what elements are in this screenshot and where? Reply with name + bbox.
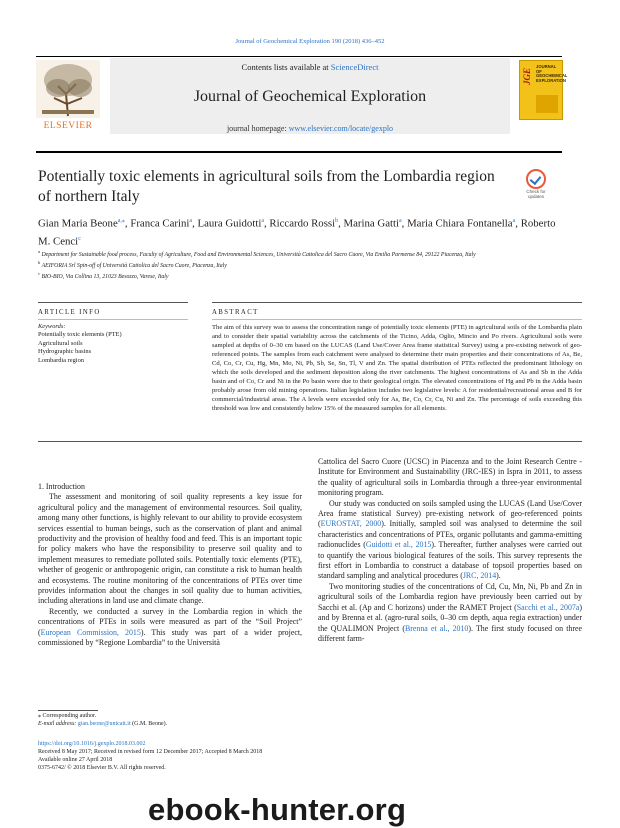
author-name[interactable]: Franca Carini bbox=[130, 217, 190, 230]
email-label: E-mail address: bbox=[38, 721, 78, 727]
elsevier-tree-logo bbox=[36, 60, 100, 118]
affiliation-text: Department for Sustainable food process, Faculty of Agriculture, Food and Environmental Sciences, Università Cattolica del Sacro Cuore, Via Emilia Parmense 84, 29122 Piacenza, Italy bbox=[41, 251, 476, 258]
cover-abbrev: JGE bbox=[522, 67, 532, 85]
doi-link[interactable]: https://doi.org/10.1016/j.gexplo.2018.03.002 bbox=[38, 741, 146, 747]
paragraph-text: ). This study was part of a wider project, commissioned by “Regione Lombardia” to the Università bbox=[38, 627, 302, 648]
citation-link[interactable]: Brenna et al., 2010 bbox=[405, 623, 469, 633]
article-info-rule bbox=[38, 302, 188, 303]
keyword-item: Hydrographic basins bbox=[38, 348, 92, 356]
paragraph-text: The assessment and monitoring of soil quality represents a key issue for agricultural policy and the management of environmental resources. Soil quality, among many other functions, is highly relevant to our ability to provide ecosystem services essential to human beings, such as the conservation of plant and animal productivity and the provision of healthy food and feed. This is an important topic for policy makers who have the responsibility to preserve soil quality and to implement measures to remediate polluted soils. Potentially toxic elements (PTE), whether of geogenic or anthropogenic origin, can constitute a risk to human health and ecosystems. The routine monitoring of the concentrations of PTEs over time provides information about the changes in soil quality due to human activities, including alterations in land use and climate change. bbox=[38, 492, 302, 606]
author-name[interactable]: Marina Gatti bbox=[343, 217, 399, 230]
citation-link[interactable]: Sacchi et al., 2007a bbox=[516, 602, 580, 612]
watermark-text: ebook-hunter.org bbox=[148, 792, 407, 827]
abstract-subrule bbox=[212, 319, 582, 320]
author-affiliation-marker[interactable]: a bbox=[512, 218, 516, 224]
abstract-bottom-rule bbox=[38, 441, 582, 442]
affiliation-text: AEIFORIA Srl Spin-off of Università Cattolica del Sacro Cuore, Piacenza, Italy bbox=[41, 262, 227, 269]
header-top-rule bbox=[36, 56, 562, 57]
journal-reference[interactable]: Journal of Geochemical Exploration 190 (2018) 436–452 bbox=[235, 38, 385, 45]
paragraph-text: Recently, we conducted a survey in the Lombardia region in which the concentrations of PTEs in soils were measured as part of the “Soil Project” ( bbox=[38, 606, 302, 637]
author-name[interactable]: Maria Chiara Fontanella bbox=[407, 217, 513, 230]
author-name[interactable]: Laura Guidotti bbox=[197, 217, 262, 230]
affiliation-text: BIO-BIO, Via Collina 13, 21023 Besozzo, Varese, Italy bbox=[41, 273, 169, 280]
article-info-subrule bbox=[38, 319, 188, 320]
email-link[interactable]: gian.beone@unicatt.it bbox=[77, 721, 131, 727]
abstract-heading: ABSTRACT bbox=[212, 309, 259, 316]
affiliation-item bbox=[38, 259, 578, 270]
keywords-label: Keywords: bbox=[38, 323, 66, 330]
author-name[interactable]: Roberto M. Cenci bbox=[38, 217, 556, 248]
homepage-prefix: journal homepage: bbox=[226, 124, 289, 133]
header-bottom-rule bbox=[36, 151, 562, 153]
keyword-item: Potentially toxic elements (PTE) bbox=[38, 331, 122, 339]
affiliation-marker: a bbox=[38, 249, 40, 254]
email-suffix: (G.M. Beone). bbox=[130, 721, 168, 727]
body-paragraph bbox=[318, 582, 582, 644]
author-name[interactable]: Gian Maria Beone bbox=[38, 217, 118, 230]
paragraph-text: Our study was conducted on soils sampled using the LUCAS (Land Use/Cover Area frame statistical Survey) pre-existing network of geo-referenced points ( bbox=[318, 498, 582, 529]
author-affiliation-marker[interactable]: a bbox=[261, 218, 265, 224]
author-affiliation-marker[interactable]: a,⁎ bbox=[117, 218, 125, 224]
online-date: Available online 27 April 2018 bbox=[38, 757, 113, 763]
body-column-right bbox=[318, 457, 582, 644]
check-updates-icon bbox=[526, 169, 546, 189]
author-affiliation-marker[interactable]: a bbox=[398, 218, 402, 224]
author-affiliation-marker[interactable]: a bbox=[189, 218, 193, 224]
affiliation-item bbox=[38, 248, 578, 259]
paragraph-text: ) and by Brenna et al. (agro-rural soils, 0–30 cm depth, aqua regia extraction) under the QUALIMON Project ( bbox=[318, 602, 582, 633]
body-paragraph bbox=[38, 492, 302, 606]
affiliation-item bbox=[38, 270, 578, 281]
contents-line bbox=[110, 62, 510, 72]
footnote bbox=[38, 712, 298, 728]
paragraph-text: ). Thereafter, further analyses were carried out to quantify the various biological features of the soils. This survey represents the first effort in Lombardia to construct a database of topsoil properties based on standard sampling and analytical procedures ( bbox=[318, 540, 583, 581]
cover-title: JOURNAL OF GEOCHEMICAL EXPLORATION bbox=[536, 64, 568, 83]
affiliations bbox=[38, 248, 578, 281]
keywords-block bbox=[38, 323, 188, 365]
keyword-item: Agricultural soils bbox=[38, 339, 83, 347]
contents-prefix: Contents lists available at bbox=[241, 62, 331, 72]
author-name[interactable]: Riccardo Rossi bbox=[269, 217, 336, 230]
citation-link[interactable]: EUROSTAT, 2000 bbox=[320, 519, 382, 529]
affiliation-marker: c bbox=[38, 270, 40, 276]
homepage-link[interactable]: www.elsevier.com/locate/gexplo bbox=[288, 124, 394, 133]
copyright: 0375-6742/ © 2018 Elsevier B.V. All rights reserved. bbox=[38, 765, 166, 771]
check-updates-label: Check for updates bbox=[526, 189, 546, 199]
body-paragraph bbox=[318, 457, 582, 499]
author-affiliation-marker[interactable]: b bbox=[335, 218, 339, 224]
publisher-logo-text: ELSEVIER bbox=[43, 121, 93, 131]
citation-link[interactable]: Guidotti et al., 2015 bbox=[365, 540, 432, 550]
paragraph-text: ). bbox=[496, 571, 501, 581]
paragraph-text: ). Initially, sampled soil was analysed to determine the soil characteristics and concentrations of PTEs, organic pollutants and gamma-emitting radionuclides ( bbox=[318, 519, 582, 550]
body-paragraph bbox=[38, 607, 302, 649]
author-affiliation-marker[interactable]: c bbox=[78, 235, 81, 242]
citation-link[interactable]: European Commission, 2015 bbox=[40, 627, 141, 637]
corresponding-author: ⁎ Corresponding author. bbox=[38, 713, 97, 719]
article-info-heading: ARTICLE INFO bbox=[38, 309, 101, 316]
email-line bbox=[38, 720, 298, 728]
abstract-rule bbox=[212, 302, 582, 303]
author-list: Gian Maria Beone$^{a,⁎}$, Franca Carini$^a$, Laura Guidotti$^a$, Riccardo Rossi$^b$, Marina Gatti$^a$, Maria Chiara Fontanella$^a$, Roberto M. Cenci$^c$ bbox=[38, 217, 556, 248]
paragraph-text: Cattolica del Sacro Cuore (UCSC) in Piacenza and to the Joint Research Centre - Institute for Environment and Sustainability (JRC-IES) in Ispra in 2011, to assess the quality of agricultural soils in Lombardia through a three-year environmental monitoring program. bbox=[318, 457, 582, 498]
journal-homepage bbox=[110, 124, 510, 133]
paragraph-text: Two monitoring studies of the concentrations of Cd, Cu, Mn, Ni, Pb and Zn in agricultural soils of the Lombardia region have previously been carried out by Sacchi et al. (Ap and C horizons) under the RAMET Project ( bbox=[318, 581, 582, 612]
footnote-rule bbox=[38, 710, 98, 711]
article-title: Potentially toxic elements in agricultural soils from the Lombardia region of northern Italy bbox=[38, 168, 495, 205]
received-dates: Received 8 May 2017; Received in revised form 12 December 2017; Accepted 8 March 2018 bbox=[38, 749, 263, 755]
body-column-left bbox=[38, 482, 302, 649]
paragraph-text: ). The first study focused on three different farm- bbox=[318, 623, 582, 643]
check-for-updates-badge[interactable] bbox=[523, 169, 549, 203]
abstract-text: The aim of this survey was to assess the concentration range of potentially toxic elements (PTE) in agricultural soils of the Lombardia plain and to consider their spatial variability across the catchments of the Ticino, Adda, Oglio, Mincio and Po rivers. Agricultural soils were sampled at depths of 0–30 cm based on the LUCAS (Land Use/Cover Area frame statistical Survey) using a pre-existing network of geo-referenced points. The samples from each catchment were analysed to determine their main properties and their concentrations of As, Be, Cd, Co, Cr, Cu, Hg, Mn, Mo, Ni, Pb, Sb, Se, Sn, Tl, V and Zn. The spatial distribution of PTEs reflected the predominant lithology on which the soils developed and the sediment deposition along the river catchments. The highest concentrations of As and Sb in the Adda basin and of Co, Cr and Ni in the Po basin were due to their geological origin. The elevated concentrations of Hg and Pb in the Adda basin probably arose from old mining operations. Italian legislation includes two legislative levels: A for residential/recreational areas and B for commercial/industrial areas. The A levels were exceeded only for As, Be, Co, Cr, Cu, Ni and Zn. The percentage of soils exceeding this threshold was low and consistently below 15% of the measured samples for all elements. bbox=[212, 324, 582, 412]
citation-link[interactable]: JRC, 2014 bbox=[462, 571, 497, 581]
body-paragraph bbox=[318, 499, 582, 582]
keyword-item: Lombardia region bbox=[38, 356, 84, 364]
journal-cover-thumbnail bbox=[519, 60, 568, 120]
journal-title: Journal of Geochemical Exploration bbox=[193, 88, 427, 105]
section-heading-introduction: 1. Introduction bbox=[38, 482, 85, 491]
affiliation-marker: b bbox=[38, 259, 41, 265]
article-history bbox=[38, 740, 418, 772]
sciencedirect-link[interactable]: ScienceDirect bbox=[330, 62, 379, 72]
cover-image bbox=[536, 95, 558, 113]
